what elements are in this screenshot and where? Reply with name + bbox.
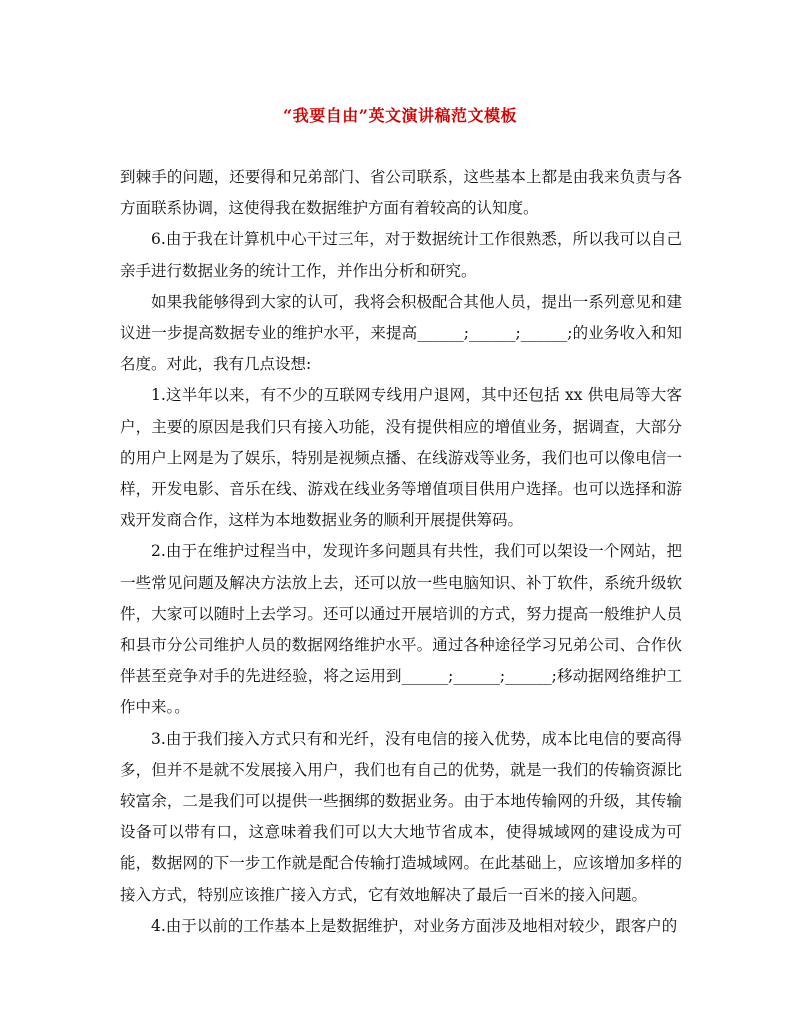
document-title: “我要自由”英文演讲稿范文模板 (283, 106, 517, 125)
document-body (120, 162, 682, 942)
paragraph-idea-3: 3.由于我们接入方式只有和光纤，没有电信的接入优势，成本比电信的要高得多，但并不是就不发展接入用户，我们也有自己的优势，就是一我们的传输资源比较富余，二是我们可以提供一些捆绑的数据业务。由于本地传输网的升级，其传输设备可以带有口，这意味着我们可以大大地节省成本，使得城域网的建设成为可能，数据网的下一步工作就是配合传输打造城域网。在此基础上，应该增加多样的接入方式，特别应该推广接入方式，它有效地解决了最后一百米的接入问题。 (120, 729, 682, 904)
paragraph-continuation: 到棘手的问题，还要得和兄弟部门、省公司联系，这些基本上都是由我来负责与各方面联系协调，这使得我在数据维护方面有着较高的认知度。 (120, 168, 682, 218)
paragraph-item-6: 6.由于我在计算机中心干过三年，对于数据统计工作很熟悉，所以我可以自己亲手进行数据业务的统计工作，并作出分析和研究。 (120, 230, 682, 280)
paragraph-idea-1: 1.这半年以来，有不少的互联网专线用户退网，其中还包括 xx 供电局等大客户，主要的原因是我们只有接入功能，没有提供相应的增值业务，据调查，大部分的用户上网是为了娱乐，特别是视频点播、在线游戏等业务，我们也可以像电信一样，开发电影、音乐在线、游戏在线业务等增值项目供用户选择。也可以选择和游戏开发商合作，这样为本地数据业务的顺利开展提供筹码。 (120, 386, 682, 530)
paragraph-idea-2: 2.由于在维护过程当中，发现许多问题具有共性，我们可以架设一个网站，把一些常见问题及解决方法放上去，还可以放一些电脑知识、补丁软件，系统升级软件，大家可以随时上去学习。还可以通过开展培训的方式，努力提高一般维护人员和县市分公司维护人员的数据网络维护水平。通过各种途径学习兄弟公司、合作伙伴甚至竞争对手的先进经验，将之运用到______;______;______;移动据网络维护工作中来。。 (120, 542, 682, 717)
paragraph-idea-4: 4.由于以前的工作基本上是数据维护，对业务方面涉及地相对较少，跟客户的 (151, 916, 678, 935)
paragraph-proposal-intro: 如果我能够得到大家的认可，我将会积极配合其他人员，提出一系列意见和建议进一步提高数据专业的维护水平，来提高______;______;______;的业务收入和知名度。对此，我有几点设想: (120, 292, 682, 374)
